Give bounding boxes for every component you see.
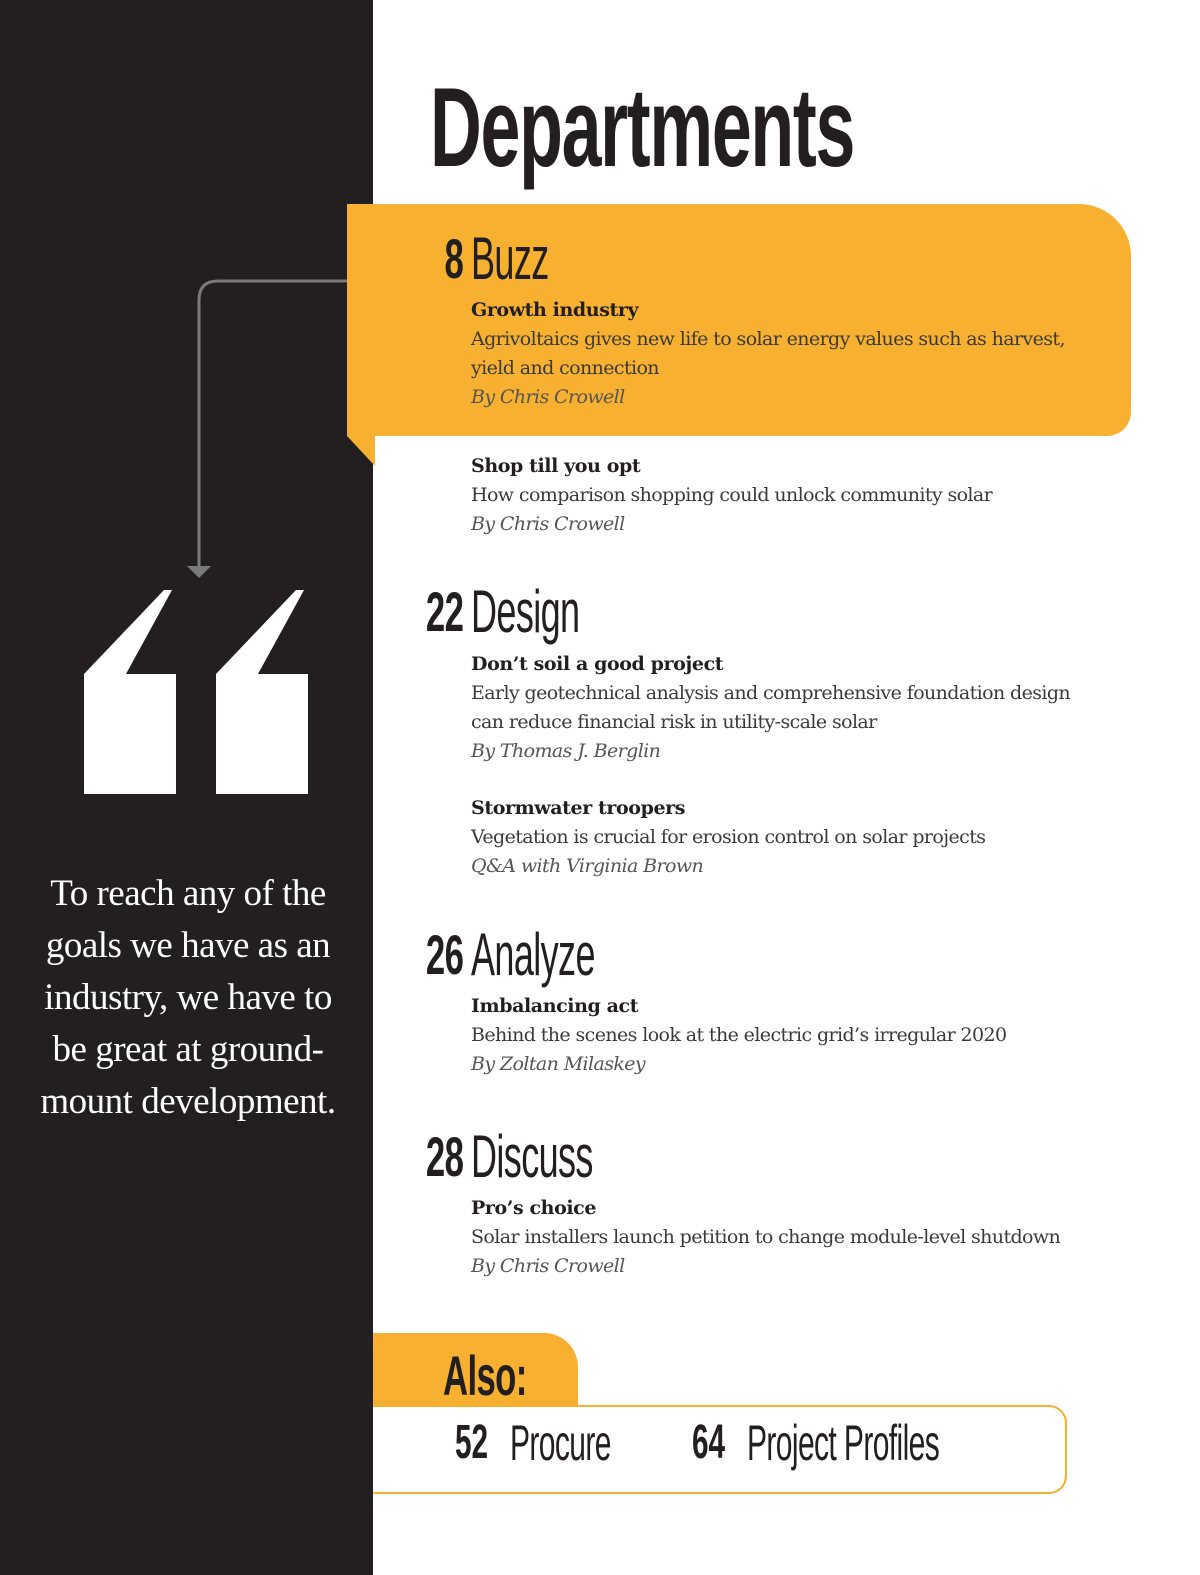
article-description: Agrivoltaics gives new life to solar energy values such as harvest, yield and connection bbox=[471, 328, 1065, 379]
page-title: Departments bbox=[430, 65, 855, 190]
article-byline: By Chris Crowell bbox=[471, 1255, 625, 1277]
section-page-number: 22 bbox=[425, 580, 463, 643]
open-quote-icon bbox=[80, 588, 310, 798]
section-page-number: 8 bbox=[444, 227, 463, 290]
also-item-name: Procure bbox=[510, 1415, 611, 1471]
article-dont-soil-a-good-project[interactable] bbox=[471, 650, 1111, 766]
article-description: Early geotechnical analysis and comprehensive foundation design can reduce financial risk in utility-scale solar bbox=[471, 682, 1071, 733]
article-imbalancing-act[interactable] bbox=[471, 992, 1111, 1079]
also-label: Also: bbox=[443, 1344, 527, 1407]
section-name: Discuss bbox=[471, 1123, 593, 1190]
also-item-project-profiles[interactable] bbox=[692, 1412, 940, 1474]
section-name: Buzz bbox=[471, 225, 549, 292]
article-byline: By Chris Crowell bbox=[471, 513, 625, 535]
article-title: Pro’s choice bbox=[471, 1197, 597, 1219]
article-description: Behind the scenes look at the electric grid’s irregular 2020 bbox=[471, 1024, 1007, 1046]
article-byline: By Thomas J. Berglin bbox=[471, 740, 661, 762]
article-description: How comparison shopping could unlock community solar bbox=[471, 484, 993, 506]
article-title: Shop till you opt bbox=[471, 455, 641, 477]
section-page-number: 28 bbox=[425, 1125, 463, 1188]
article-byline: Q&A with Virginia Brown bbox=[471, 855, 704, 877]
section-name: Analyze bbox=[471, 921, 595, 988]
article-byline: By Chris Crowell bbox=[471, 386, 625, 408]
article-pros-choice[interactable] bbox=[471, 1194, 1111, 1281]
article-description: Vegetation is crucial for erosion control on solar projects bbox=[471, 826, 986, 848]
article-title: Growth industry bbox=[471, 299, 639, 321]
pull-quote: To reach any of the goals we have as an industry, we have to be great at ground-mount development. bbox=[40, 873, 336, 1122]
also-item-procure[interactable] bbox=[455, 1412, 611, 1474]
article-title: Imbalancing act bbox=[471, 995, 639, 1017]
article-title: Stormwater troopers bbox=[471, 797, 686, 819]
article-growth-industry[interactable] bbox=[471, 296, 1111, 412]
also-item-page-number: 64 bbox=[692, 1416, 726, 1469]
section-name: Design bbox=[471, 578, 580, 645]
highlight-notch bbox=[347, 436, 375, 466]
article-title: Don’t soil a good project bbox=[471, 653, 724, 675]
connector-arrow-icon bbox=[0, 0, 373, 600]
also-item-page-number: 52 bbox=[455, 1416, 489, 1469]
article-stormwater-troopers[interactable] bbox=[471, 794, 1111, 881]
article-description: Solar installers launch petition to change module-level shutdown bbox=[471, 1226, 1061, 1248]
article-byline: By Zoltan Milaskey bbox=[471, 1053, 646, 1075]
section-page-number: 26 bbox=[425, 923, 463, 986]
also-item-name: Project Profiles bbox=[747, 1415, 940, 1471]
article-shop-till-you-opt[interactable] bbox=[471, 452, 1111, 539]
